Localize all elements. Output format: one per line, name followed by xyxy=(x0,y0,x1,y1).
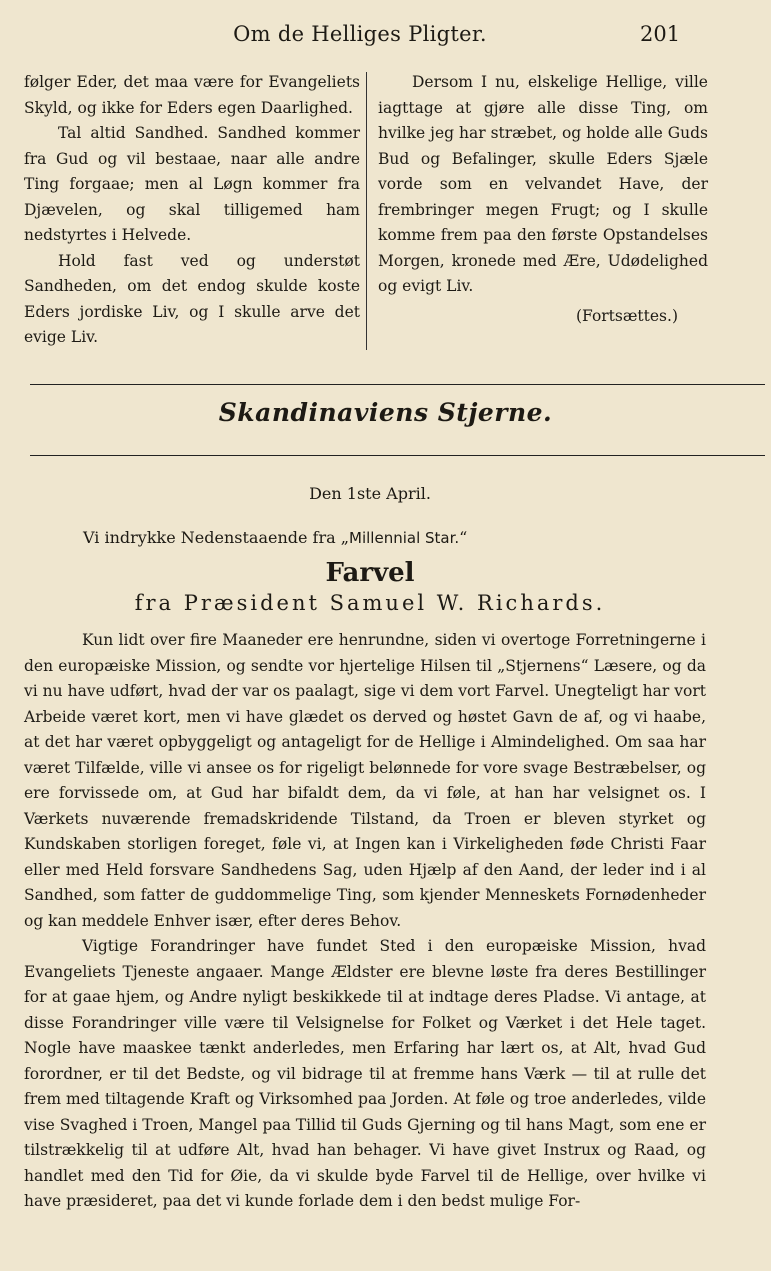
article-body xyxy=(24,628,706,1215)
continued-note: (Fortsættes.) xyxy=(575,306,678,325)
intro-source: Millennial Star. xyxy=(349,529,460,547)
page-number: 201 xyxy=(640,22,681,46)
section-rule-bottom xyxy=(30,455,765,456)
right-column xyxy=(378,70,708,329)
running-title: Om de Helliges Pligter. xyxy=(233,22,487,46)
body-paragraph-2: Vigtige Forandringer have fundet Sted i den europæiske Mission, hvad Evangeliets Tjeneste angaaer. Mange Ældster ere blevne løste fra deres Bestillinger for at gaae hjem, og Andre nyligt beskikkede til at indtage deres Pladse. Vi antage, at disse Forandringer ville være til Velsignelse for Folket og Værket i det Hele taget. Nogle have maaskee tænkt anderledes, men Erfaring har lært os, at Alt, hvad Gud forordner, er til det Bedste, og vil bidrage til at fremme hans Værk — til at rulle det frem med tiltagende Kraft og Virksomhed paa Jorden. At føle og troe anderledes, vilde vise Svaghed i Troen, Mangel paa Tillid til Guds Gjerning og til hans Magt, som ene er tilstrækkelig til at udføre Alt, hvad han behager. Vi have givet Instrux og Raad, og handlet med den Tid for Øie, da vi skulde byde Farvel til de Hellige, over hvilke vi have præsideret, paa det vi kunde forlade dem i den bedst mulige For- xyxy=(24,937,706,1210)
article-byline: fra Præsident Samuel W. Richards. xyxy=(134,591,606,615)
body-paragraph-1: Kun lidt over fire Maaneder ere henrundne, siden vi overtoge Forretningerne i den europæiske Mission, og sendte vor hjertelige Hilsen til „Stjernens“ Læsere, og da vi nu have udført, hvad der var os paalagt, sige vi dem vort Farvel. Unegteligt har vort Arbeide været kort, men vi have glædet os derved og høstet Gavn de af, og vi haabe, at det har været opbyggeligt og antageligt for de Hellige i Almindelighed. Om saa har været Tilfælde, ville vi ansee os for rigeligt belønnede for vore svage Bestræbelser, og ere forvissede om, at Gud har bifaldt dem, da vi føle, at han har velsignet os. I Værkets nuværende fremadskridende Tilstand, da Troen er bleven styrket og Kundskaben storligen foreget, føle vi, at Ingen kan i Virkeligheden føde Christi Faar eller med Held forsvare Sandhedens Sag, uden Hjælp af den Aand, der leder ind i al Sandhed, som fatter de guddommelige Ting, som kjender Menneskets Fornødenheder og kan meddele Enhver især, efter deres Behov. xyxy=(24,631,706,930)
left-paragraph-3: Hold fast ved og understøt Sandheden, om det endog skulde koste Eders jordiske Liv, og I skulle arve det evige Liv. xyxy=(24,251,360,346)
left-paragraph-1: følger Eder, det maa være for Evangeliets Skyld, og ikke for Eders egen Daarlighed. xyxy=(24,73,360,117)
right-paragraph-1: Dersom I nu, elskelige Hellige, ville iagttage at gjøre alle disse Ting, om hvilke jeg har stræbet, og holde alle Guds Bud og Befalinger, skulle Eders Sjæle vorde som en velvandet Have, der frembringer megen Frugt; og I skulle komme frem paa den første Opstandelses Morgen, kronede med Ære, Udødelighed og evigt Liv. xyxy=(378,73,708,295)
article-intro xyxy=(83,528,467,547)
intro-text: Vi indrykke Nedenstaaende fra „ xyxy=(83,528,350,547)
article-date: Den 1ste April. xyxy=(309,484,431,503)
article-title: Farvel xyxy=(325,558,415,588)
section-rule-top xyxy=(30,384,765,385)
intro-close: “ xyxy=(459,528,468,547)
left-paragraph-2: Tal altid Sandhed. Sandhed kommer fra Gud og vil bestaae, naar alle andre Ting forgaae; men al Løgn kommer fra Djævelen, og skal tilligemed ham nedstyrtes i Helvede. xyxy=(24,124,360,244)
section-heading: Skandinaviens Stjerne. xyxy=(218,398,553,427)
left-column xyxy=(24,70,360,351)
column-divider xyxy=(366,72,367,350)
